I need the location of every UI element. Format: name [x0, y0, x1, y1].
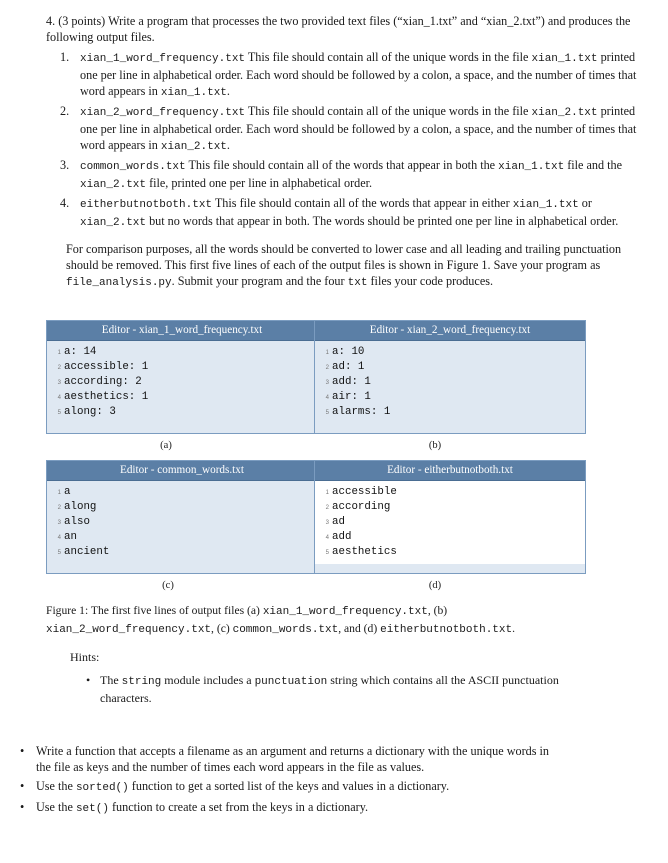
panel-caption-d: (d)	[428, 580, 442, 591]
code-line: 3 also	[57, 516, 90, 528]
code-line: 1 a	[57, 486, 71, 498]
code-line: 1 a: 10	[325, 346, 365, 358]
code-line: 4 air: 1	[325, 391, 371, 403]
list-item: • Write a function that accepts a filename as an argument and returns a dictionary with the unique words in the file as keys and the number of times each word appears in the file as values.	[20, 744, 550, 774]
code-line: 4 an	[57, 531, 77, 543]
tips-list	[20, 743, 560, 820]
figure-caption: Figure 1: The first five lines of output files (a) xian_1_word_frequency.txt, (b) xian_2_word_frequency.txt, (c) common_words.txt, and (d) eitherbutnotboth.txt.	[46, 604, 516, 636]
comparison-paragraph: For comparison purposes, all the words should be converted to lower case and all leading and trailing punctuation should be removed. This first five lines of each of the output files is shown in Figure 1. Save your program as file_analysis.py. Submit your program and the four txt files your code produces.	[66, 242, 622, 289]
task-item: 3. common_words.txt This file should contain all of the words that appear in both the xian_1.txt file and the xian_2.txt file, printed one per line in alphabetical order.	[60, 158, 623, 191]
editor-panel-c	[46, 460, 318, 574]
code-line: 4 add	[325, 531, 352, 543]
editor-panel-body	[315, 481, 585, 564]
bullet-icon: •	[86, 673, 91, 687]
list-item: • Use the set() function to create a set from the keys in a dictionary.	[20, 800, 369, 815]
bullet-icon: •	[20, 800, 25, 814]
code-line: 3 ad	[325, 516, 345, 528]
editor-panel-body	[315, 341, 585, 424]
editor-panel-b	[314, 320, 586, 434]
code-line: 4 aesthetics: 1	[57, 391, 149, 403]
code-line: 3 according: 2	[57, 376, 142, 388]
code-line: 5 alarms: 1	[325, 406, 391, 418]
editor-panel-a	[46, 320, 318, 434]
code-line: 2 along	[57, 501, 97, 513]
code-line: 2 according	[325, 501, 391, 513]
editor-panel-title: Editor - xian_1_word_frequency.txt	[47, 321, 317, 341]
panel-caption-c: (c)	[162, 580, 174, 591]
task-item: 1. xian_1_word_frequency.txt This file should contain all of the unique words in the file xian_1.txt printed one per line in alphabetical order. Each word should be followed by a colon, a space, and the number of times that word appears in xian_1.txt.	[60, 50, 637, 99]
code-line: 2 accessible: 1	[57, 361, 149, 373]
code-line: 5 ancient	[57, 546, 110, 558]
code-line: 2 ad: 1	[325, 361, 365, 373]
problem-statement	[46, 13, 646, 291]
problem-heading: 4. (3 points) Write a program that processes the two provided text files (“xian_1.txt” and “xian_2.txt”) and produces the following output files.	[46, 14, 631, 44]
task-filename: xian_2_word_frequency.txt	[80, 107, 246, 119]
panel-caption-b: (b)	[428, 440, 442, 451]
task-filename: xian_1_word_frequency.txt	[80, 53, 246, 65]
code-line: 3 add: 1	[325, 376, 371, 388]
task-list	[46, 49, 646, 231]
task-filename: common_words.txt	[80, 161, 186, 173]
editor-panel-title: Editor - eitherbutnotboth.txt	[315, 461, 585, 481]
task-item: 2. xian_2_word_frequency.txt This file should contain all of the unique words in the file xian_2.txt printed one per line in alphabetical order. Each word should be followed by a colon, a space, and the number of times that word appears in xian_2.txt.	[60, 104, 637, 153]
editor-panel-d	[314, 460, 586, 574]
code-line: 1 accessible	[325, 486, 397, 498]
bullet-icon: •	[20, 779, 25, 793]
hints-title: Hints:	[70, 650, 100, 664]
editor-panel-body	[47, 341, 317, 424]
bullet-icon: •	[20, 744, 25, 758]
code-line: 5 aesthetics	[325, 546, 397, 558]
hint-item: • The string module includes a punctuation string which contains all the ASCII punctuation characters.	[86, 673, 559, 705]
task-item: 4. eitherbutnotboth.txt This file should contain all of the words that appear in either xian_1.txt or xian_2.txt but no words that appear in both. The words should be printed one per line in alphabetical order.	[60, 196, 619, 229]
code-line: 1 a: 14	[57, 346, 97, 358]
code-line: 5 along: 3	[57, 406, 116, 418]
panel-caption-a: (a)	[160, 440, 172, 451]
editor-panel-body	[47, 481, 317, 564]
list-item: • Use the sorted() function to get a sorted list of the keys and values in a dictionary.	[20, 779, 450, 794]
editor-panel-title: Editor - common_words.txt	[47, 461, 317, 481]
editor-panel-title: Editor - xian_2_word_frequency.txt	[315, 321, 585, 341]
task-filename: eitherbutnotboth.txt	[80, 199, 213, 211]
